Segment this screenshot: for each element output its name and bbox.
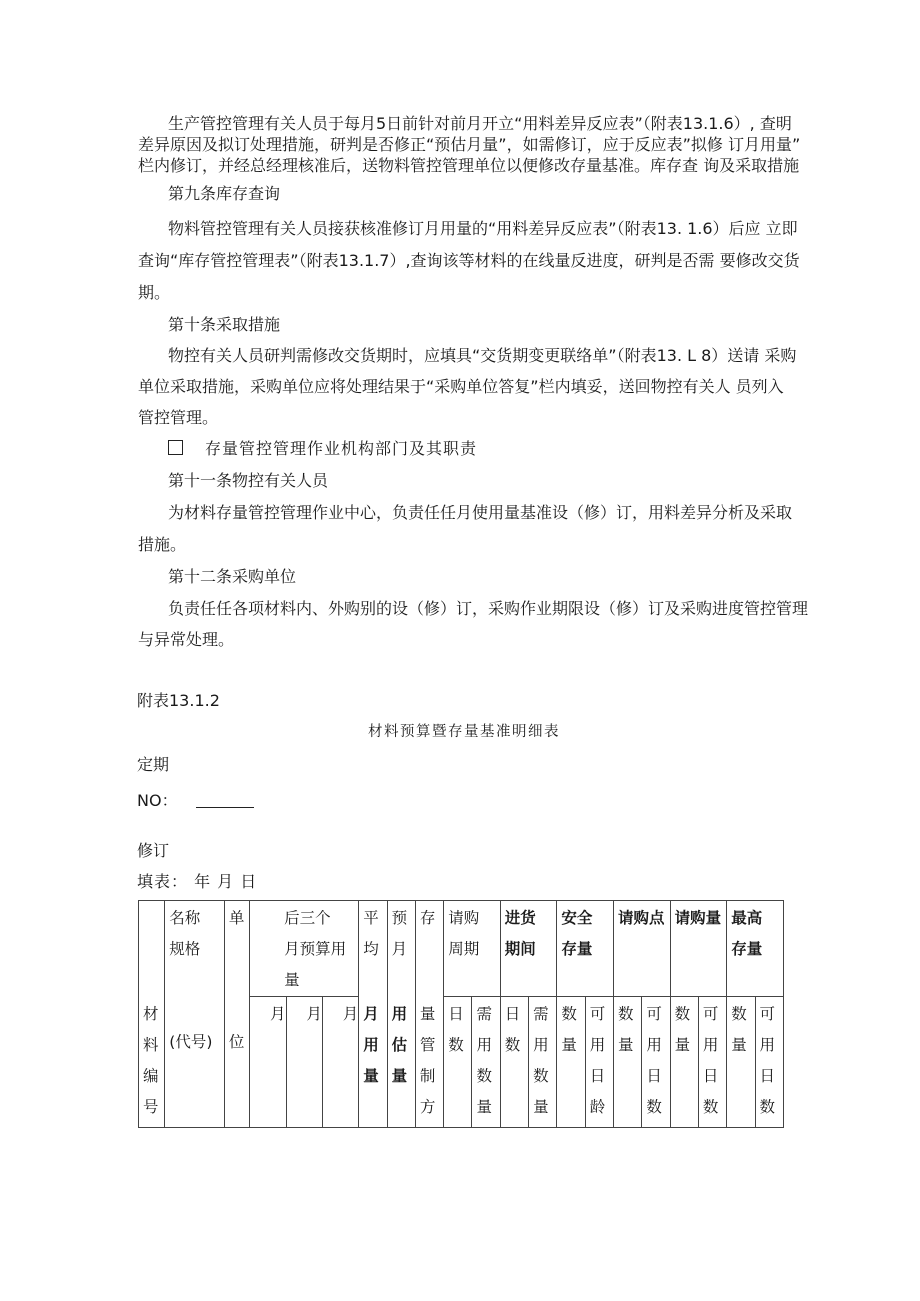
paragraph-2-line-3: 期。 xyxy=(138,283,171,302)
col-code: (代号) xyxy=(165,997,225,1128)
col-stock-bottom: 量 管 制 方 xyxy=(415,997,443,1128)
col-unit-top: 单 xyxy=(224,901,249,997)
max-usable-days: 可 用 日 数 xyxy=(755,997,783,1128)
budget-month-1: 月 xyxy=(250,997,286,1128)
paragraph-3-line-1: 物控有关人员研判需修改交货期时，应填具“交货期变更联络单”（附表13. L 8）送请 采购 xyxy=(168,346,797,365)
material-budget-table xyxy=(138,900,784,1128)
checkbox-icon xyxy=(168,440,183,455)
number-row xyxy=(137,791,254,811)
section-heading-text: 存量管控管理作业机构部门及其职责 xyxy=(205,439,478,458)
col-stock-top: 存 xyxy=(415,901,443,997)
order-usable-days: 可 用 日 数 xyxy=(698,997,726,1128)
col-request-period: 请购 周期 xyxy=(444,901,501,997)
article-10-title: 第十条采取措施 xyxy=(168,315,281,334)
paragraph-1-line-1: 生产管控管理有关人员于每月5日前针对前月开立“用料差异反应表”（附表13.1.6）, 查明 xyxy=(168,114,792,133)
delivery-need-qty: 需 用 数 量 xyxy=(529,997,557,1128)
paragraph-2-line-2: 查询“库存管控管理表”（附表13.1.7）,查询该等材料的在线量反进度，研判是否需 要修改交货 xyxy=(138,251,800,270)
budget-month-3: 月 xyxy=(322,997,358,1128)
col-name-spec: 名称 规格 xyxy=(165,901,225,997)
article-9-title: 第九条库存查询 xyxy=(168,184,281,203)
revise-label: 修订 xyxy=(137,841,170,860)
safety-usable-age: 可 用 日 龄 xyxy=(585,997,613,1128)
col-estimate-top: 预 月 xyxy=(387,901,415,997)
delivery-days: 日 数 xyxy=(500,997,528,1128)
no-blank-field xyxy=(196,791,254,808)
col-budget-header xyxy=(250,901,359,997)
col-unit-bottom: 位 xyxy=(224,997,249,1128)
budget-month-2: 月 xyxy=(286,997,322,1128)
paragraph-2-line-1: 物料管控管理有关人员接获核准修订月用量的“用料差异反应表”（附表13. 1.6）后应 立即 xyxy=(168,219,798,238)
paragraph-5-line-2: 与异常处理。 xyxy=(138,630,235,649)
budget-header-text: 后三个 月预算用量 xyxy=(284,909,347,989)
section-heading xyxy=(168,439,477,459)
col-delivery-period: 进货 期间 xyxy=(500,901,557,997)
periodic-label: 定期 xyxy=(137,755,170,774)
paragraph-1-line-3: 栏内修订，并经总经理核准后，送物料管控管理单位以便修改存量基准。库存查 询及采取措施 xyxy=(138,156,800,175)
col-safety-stock: 安全 存量 xyxy=(557,901,614,997)
max-qty: 数 量 xyxy=(727,997,755,1128)
no-label: NO： xyxy=(137,791,178,810)
paragraph-1-line-2: 差异原因及拟订处理措施，研判是否修正“预估月量”，如需修订，应于反应表”拟修 订月用量” xyxy=(138,135,801,154)
fill-date-label: 填表： 年 月 日 xyxy=(137,872,258,891)
safety-qty: 数 量 xyxy=(557,997,585,1128)
article-12-title: 第十二条采购单位 xyxy=(168,567,297,586)
col-reorder-point: 请购点 xyxy=(614,901,671,997)
form-title: 材料预算暨存量基准明细表 xyxy=(368,724,560,740)
paragraph-4-line-1: 为材料存量管控管理作业中心，负责任任月使用量基准设（修）订，用料差异分析及采取 xyxy=(168,503,793,522)
col-max-stock: 最高 存量 xyxy=(727,901,784,997)
attachment-label: 附表13.1.2 xyxy=(137,691,220,710)
col-average-top: 平 均 xyxy=(359,901,387,997)
paragraph-3-line-3: 管控管理。 xyxy=(138,408,219,427)
col-order-quantity: 请购量 xyxy=(670,901,727,997)
col-material-no: 材 料 编 号 xyxy=(139,901,165,1128)
reorder-usable-days: 可 用 日 数 xyxy=(642,997,670,1128)
col-average-bottom: 月 用 量 xyxy=(359,997,387,1128)
order-qty: 数 量 xyxy=(670,997,698,1128)
article-11-title: 第十一条物控有关人员 xyxy=(168,471,329,490)
paragraph-4-line-2: 措施。 xyxy=(138,535,187,554)
reorder-qty: 数 量 xyxy=(614,997,642,1128)
request-need-qty: 需 用 数 量 xyxy=(472,997,500,1128)
request-days: 日 数 xyxy=(444,997,472,1128)
col-estimate-bottom: 用 估 量 xyxy=(387,997,415,1128)
paragraph-5-line-1: 负责任任各项材料内、外购别的设（修）订，采购作业期限设（修）订及采购进度管控管理 xyxy=(168,599,809,618)
paragraph-3-line-2: 单位采取措施，采购单位应将处理结果于“采购单位答复”栏内填妥，送回物控有关人 员列入 xyxy=(138,377,784,396)
